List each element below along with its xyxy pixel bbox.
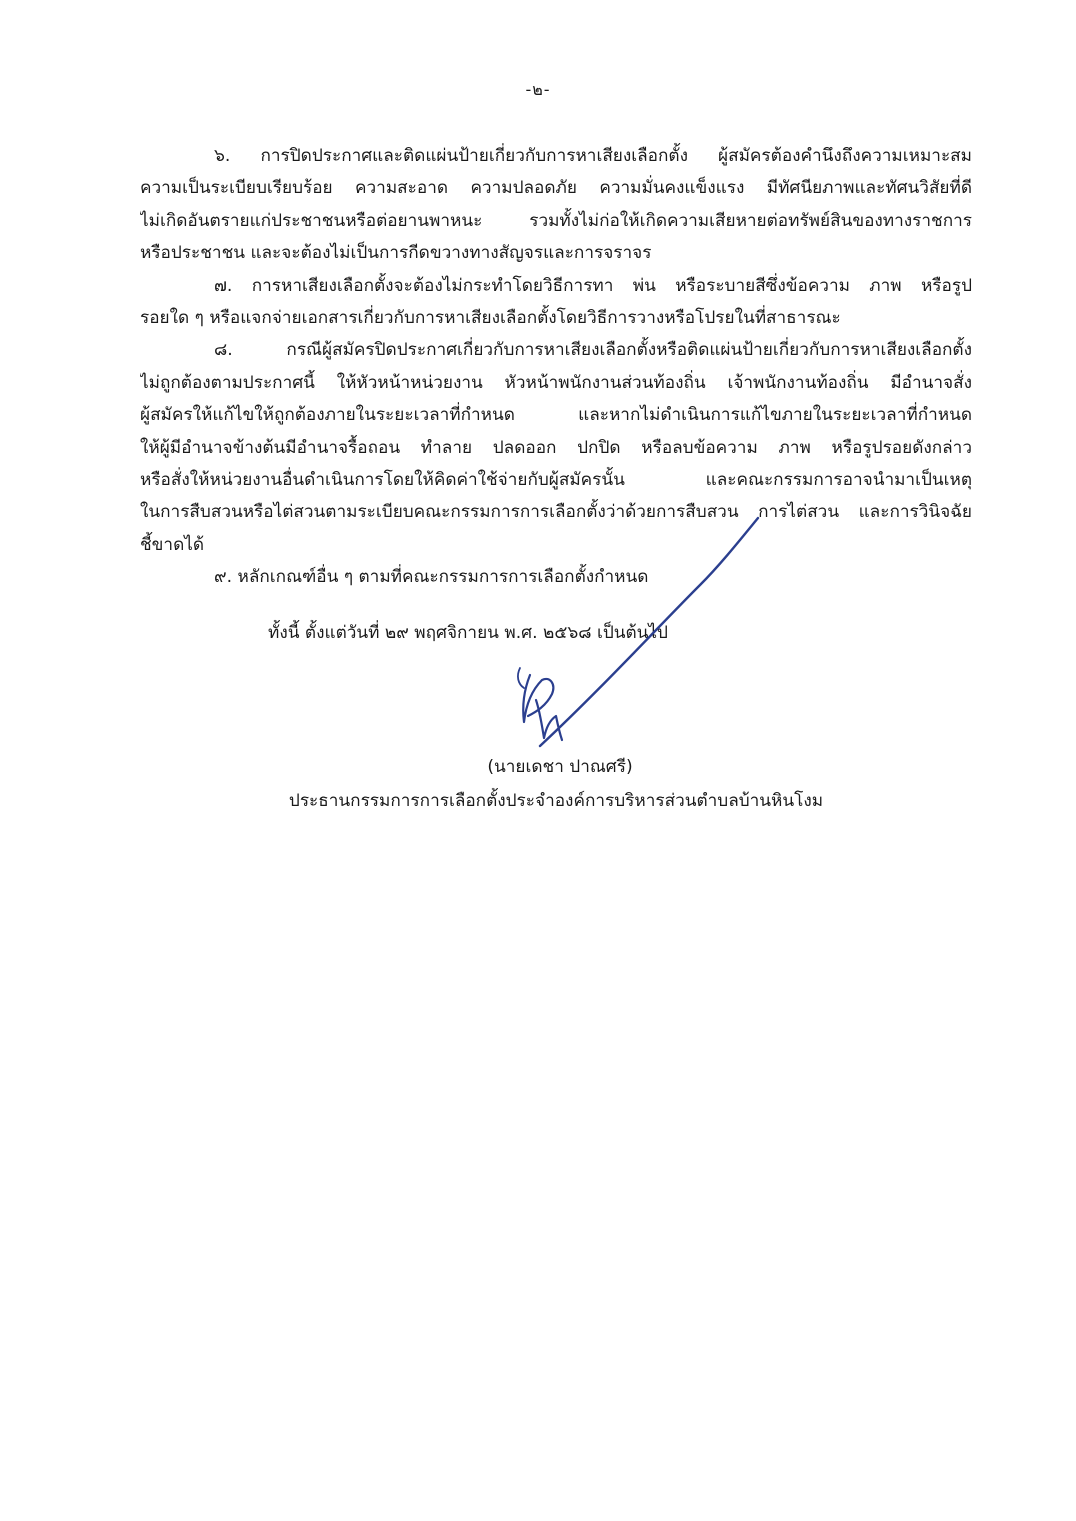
signature-loop	[518, 668, 524, 688]
paragraph-line: ๖. การปิดประกาศและติดแผ่นป้ายเกี่ยวกับการหาเสียงเลือกตั้ง ผู้สมัครต้องคำนึงถึงความเหมาะสม	[214, 146, 972, 166]
signature-initial	[523, 675, 562, 740]
paragraph-line: ๙. หลักเกณฑ์อื่น ๆ ตามที่คณะกรรมการการเลือกตั้งกำหนด	[214, 567, 649, 588]
paragraph-6	[140, 140, 972, 270]
paragraph-7	[140, 270, 972, 335]
paragraph-line: รอยใด ๆ หรือแจกจ่ายเอกสารเกี่ยวกับการหาเสียงเลือกตั้งโดยวิธีการวางหรือโปรยในที่สาธารณะ	[140, 308, 841, 329]
paragraph-line: ไม่ถูกต้องตามประกาศนี้ ให้หัวหน้าหน่วยงาน หัวหน้าพนักงานส่วนท้องถิ่น เจ้าพนักงานท้องถิ่น มีอำนาจสั่ง	[140, 372, 972, 393]
page-number: -๒-	[525, 80, 551, 99]
paragraph-9	[140, 561, 972, 593]
paragraph-line: ชี้ขาดได้	[140, 534, 205, 555]
paragraph-line: ในการสืบสวนหรือไต่สวนตามระเบียบคณะกรรมการการเลือกตั้งว่าด้วยการสืบสวน การไต่สวน และการวินิจฉัย	[140, 502, 972, 523]
signer-name: (นายเดชา ปาณศรี)	[487, 757, 633, 777]
effective-date: ทั้งนี้ ตั้งแต่วันที่ ๒๙ พฤศจิกายน พ.ศ. ๒๕๖๘ เป็นต้นไป	[268, 623, 668, 643]
paragraph-line: ผู้สมัครให้แก้ไขให้ถูกต้องภายในระยะเวลาที่กำหนด และหากไม่ดำเนินการแก้ไขภายในระยะเวลาที่กำหนด	[140, 405, 972, 426]
paragraph-line: ให้ผู้มีอำนาจข้างต้นมีอำนาจรื้อถอน ทำลาย ปลดออก ปกปิด หรือลบข้อความ ภาพ หรือรูปรอยดังกล่าว	[140, 437, 972, 458]
paragraph-8	[140, 334, 972, 561]
signer-title: ประธานกรรมการการเลือกตั้งประจำองค์การบริหารส่วนตำบลบ้านหินโงม	[288, 791, 824, 811]
paragraph-line: ความเป็นระเบียบเรียบร้อย ความสะอาด ความปลอดภัย ความมั่นคงแข็งแรง มีทัศนียภาพและทัศนวิสัยที่ดี	[140, 178, 972, 199]
paragraph-line: หรือประชาชน และจะต้องไม่เป็นการกีดขวางทางสัญจรและการจราจร	[140, 243, 652, 264]
paragraph-line: ๗. การหาเสียงเลือกตั้งจะต้องไม่กระทำโดยวิธีการทา พ่น หรือระบายสีซึ่งข้อความ ภาพ หรือรูป	[214, 275, 972, 296]
document-body	[140, 140, 972, 594]
paragraph-line: ไม่เกิดอันตรายแก่ประชาชนหรือต่อยานพาหนะ รวมทั้งไม่ก่อให้เกิดความเสียหายต่อทรัพย์สินของทางราชการ	[140, 210, 972, 231]
paragraph-line: หรือสั่งให้หน่วยงานอื่นดำเนินการโดยให้คิดค่าใช้จ่ายกับผู้สมัครนั้น และคณะกรรมการอาจนำมาเป็นเหตุ	[140, 470, 972, 491]
paragraph-line: ๘. กรณีผู้สมัครปิดประกาศเกี่ยวกับการหาเสียงเลือกตั้งหรือติดแผ่นป้ายเกี่ยวกับการหาเสียงเลือกตั้ง	[214, 340, 972, 361]
